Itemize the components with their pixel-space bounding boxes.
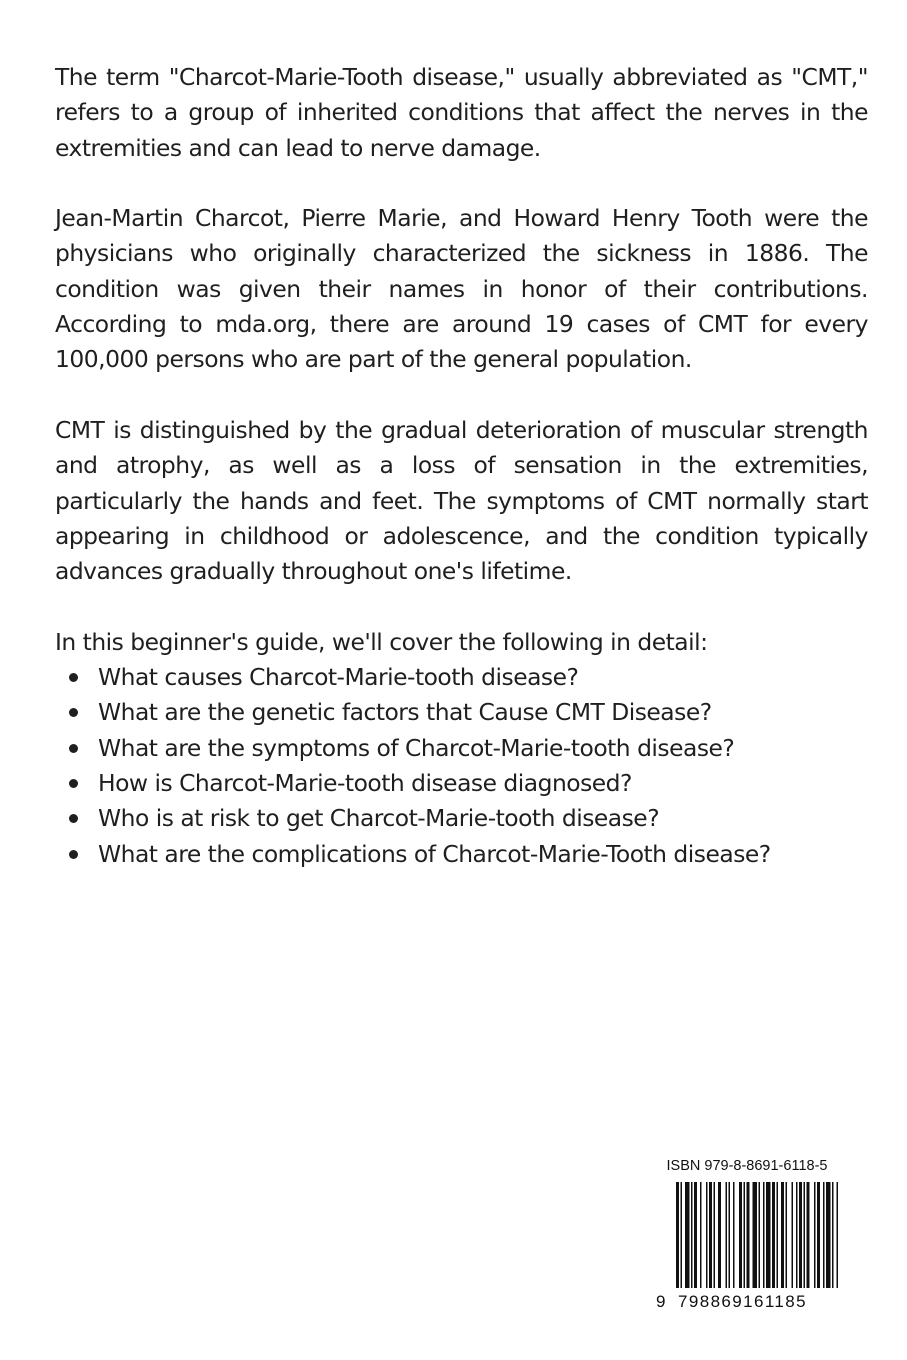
barcode-bar (832, 1182, 834, 1288)
barcode-bar (807, 1182, 810, 1288)
barcode-bar (817, 1182, 820, 1288)
barcode-bar (694, 1182, 697, 1288)
bullet-icon (69, 673, 78, 682)
list-item-label: Who is at risk to get Charcot-Marie-tooth disease? (98, 804, 660, 833)
barcode-bar (837, 1182, 839, 1288)
barcode-bar (747, 1182, 750, 1288)
barcode-bar (739, 1182, 742, 1288)
topic-list (55, 660, 868, 872)
paragraph-1: The term "Charcot-Marie-Tooth disease," usually abbreviated as "CMT," refers to a group of inherited conditions that affect the nerves in the extremities and can lead to nerve damage. (55, 63, 868, 162)
barcode-bar (709, 1182, 712, 1288)
paragraph-3: CMT is distinguished by the gradual deterioration of muscular strength and atrophy, as well as a loss of sensation in the extremities, particularly the hands and feet. The symptoms of CMT normally start appearing in childhood or adolescence, and the condition typically advances gradually throughout one's lifetime. (55, 415, 868, 586)
barcode-bar (763, 1182, 765, 1288)
list-item (55, 801, 868, 836)
barcode-bar (706, 1182, 708, 1288)
barcode-bar (729, 1182, 731, 1288)
barcode-bar (718, 1182, 721, 1288)
bullet-icon (69, 779, 78, 788)
paragraph-2: Jean-Martin Charcot, Pierre Marie, and Howard Henry Tooth were the physicians who originally characterized the sickness in 1886. The condition was given their names in honor of their contributions. According to mda.org, there are around 19 cases of CMT for every 100,000 persons who are part of the general population. (55, 204, 868, 374)
barcode-bar (714, 1182, 716, 1288)
bullet-icon (69, 708, 78, 717)
barcode-bar (814, 1182, 816, 1288)
barcode-bar (766, 1182, 771, 1288)
list-item (55, 731, 868, 766)
list-item (55, 837, 868, 872)
bullet-icon (69, 744, 78, 753)
barcode-bar (685, 1182, 690, 1288)
cover-description (55, 60, 868, 872)
barcode-bar (733, 1182, 735, 1288)
list-item (55, 660, 868, 695)
barcode-bar (772, 1182, 775, 1288)
barcode-bar (826, 1182, 831, 1288)
barcode-bar (744, 1182, 746, 1288)
isbn-digits: 798869161185 (678, 1292, 807, 1311)
barcode-bar (753, 1182, 758, 1288)
barcode-bar (781, 1182, 784, 1288)
barcode-bar (796, 1182, 798, 1288)
list-item-label: What are the complications of Charcot-Marie-Tooth disease? (98, 839, 771, 868)
barcode-bar (799, 1182, 802, 1288)
barcode-bar (681, 1182, 683, 1288)
barcode-bar (777, 1182, 779, 1288)
barcode-bars (654, 1182, 840, 1296)
bullet-icon (69, 814, 78, 823)
barcode-bar (786, 1182, 788, 1288)
barcode-bar (700, 1182, 702, 1288)
isbn-barcode (654, 1156, 844, 1326)
list-item (55, 766, 868, 801)
list-item-label: What are the symptoms of Charcot-Marie-tooth disease? (98, 733, 735, 762)
barcode-bar (823, 1182, 825, 1288)
list-item-label: What are the genetic factors that Cause CMT Disease? (98, 698, 712, 727)
barcode-bar (676, 1182, 679, 1288)
guide-intro: In this beginner's guide, we'll cover the following in detail: (55, 627, 708, 656)
barcode-bar (759, 1182, 761, 1288)
barcode-bar (804, 1182, 806, 1288)
isbn-digit-prefix: 9 (656, 1292, 666, 1311)
list-item (55, 695, 868, 730)
list-item-label: What causes Charcot-Marie-tooth disease? (98, 663, 579, 692)
list-item-label: How is Charcot-Marie-tooth disease diagnosed? (98, 768, 632, 797)
isbn-label: ISBN 979-8-8691-6118-5 (666, 1158, 828, 1174)
barcode-bar (691, 1182, 693, 1288)
barcode-bar (726, 1182, 728, 1288)
barcode-bar (792, 1182, 794, 1288)
bullet-icon (69, 850, 78, 859)
